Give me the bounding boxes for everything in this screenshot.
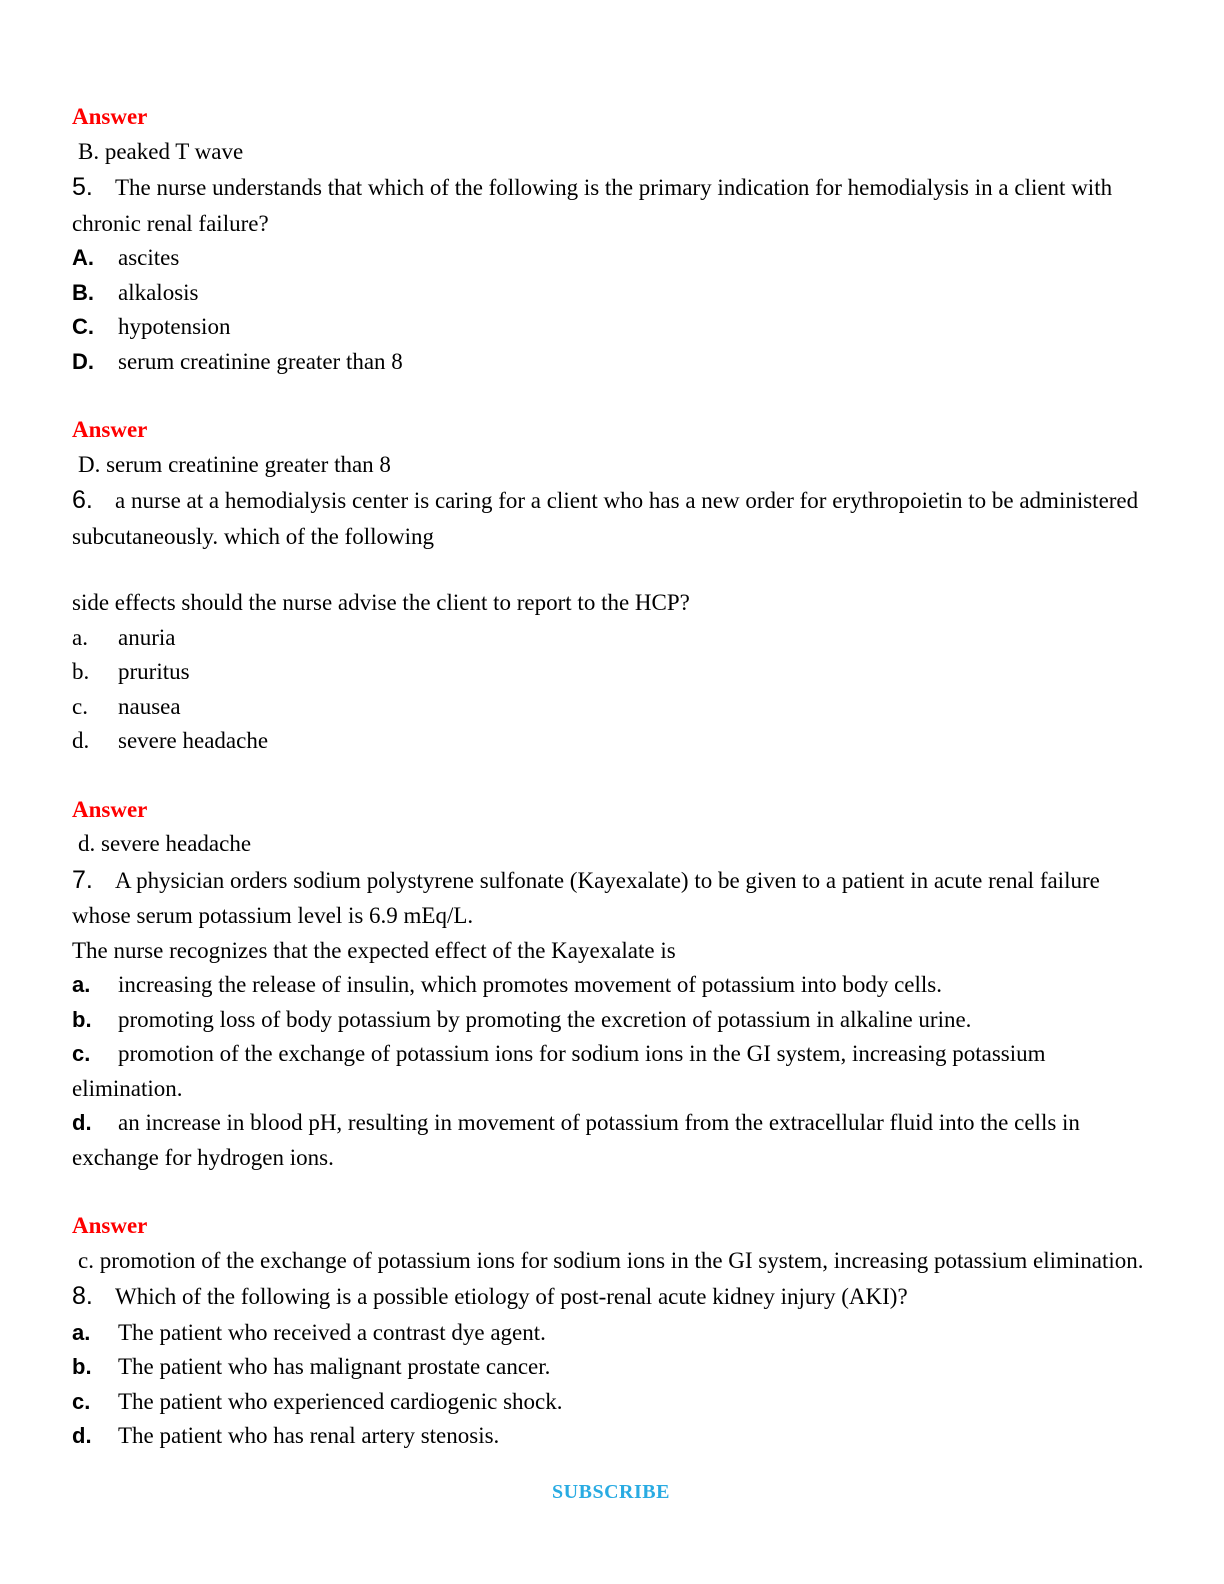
question-8-option-b xyxy=(72,1350,1150,1385)
question-6-continuation: side effects should the nurse advise the client to report to the HCP? xyxy=(72,590,690,615)
option-text: anuria xyxy=(118,624,176,650)
option-text: The patient who has malignant prostate cancer. xyxy=(118,1354,551,1379)
question-7 xyxy=(72,862,1150,934)
footer xyxy=(72,1474,1150,1509)
question-7-number: 7. xyxy=(72,865,93,894)
question-6-option-a xyxy=(72,621,1150,656)
option-text: promotion of the exchange of potassium ions for sodium ions in the GI system, increasing potassium elimination. xyxy=(72,1041,1046,1101)
question-5-number: 5. xyxy=(72,173,93,201)
question-6-text: a nurse at a hemodialysis center is caring for a client who has a new order for erythropoietin to be administered subcutaneously. which of the following xyxy=(72,488,1139,549)
option-letter: b. xyxy=(72,1006,92,1032)
option-text: an increase in blood pH, resulting in movement of potassium from the extracellular fluid into the cells in exchange for hydrogen ions. xyxy=(72,1110,1080,1170)
question-8-option-c xyxy=(72,1385,1150,1420)
option-letter: d. xyxy=(72,1423,92,1448)
option-letter: a. xyxy=(72,972,91,997)
option-text: serum creatinine greater than 8 xyxy=(118,348,403,374)
question-8 xyxy=(72,1278,1150,1316)
option-text: The patient who experienced cardiogenic shock. xyxy=(118,1388,563,1414)
answer-block-prev xyxy=(72,100,1150,169)
question-5-option-c xyxy=(72,310,1150,345)
answer-block-7 xyxy=(72,1209,1150,1278)
answer-heading: Answer xyxy=(72,796,148,822)
question-7-option-d xyxy=(72,1106,1150,1175)
option-text: The patient who received a contrast dye agent. xyxy=(118,1319,546,1345)
option-letter: B. xyxy=(72,279,94,305)
answer-heading: Answer xyxy=(72,1213,148,1238)
answer-block-5 xyxy=(72,413,1150,482)
answer-value: B. peaked T wave xyxy=(78,138,244,164)
option-text: pruritus xyxy=(118,659,190,684)
question-7-stem: The nurse recognizes that the expected effect of the Kayexalate is xyxy=(72,937,676,963)
option-letter: D. xyxy=(72,348,94,374)
question-8-option-a xyxy=(72,1316,1150,1351)
option-text: nausea xyxy=(118,693,181,719)
subscribe-link[interactable]: SUBSCRIBE xyxy=(552,1480,670,1503)
question-6-number: 6. xyxy=(72,486,93,514)
answer-heading: Answer xyxy=(72,417,148,442)
question-6 xyxy=(72,482,1150,554)
option-text: increasing the release of insulin, which promotes movement of potassium into body cells. xyxy=(118,972,942,997)
answer-value: c. promotion of the exchange of potassium ions for sodium ions in the GI system, increasing potassium elimination. xyxy=(78,1247,1144,1273)
option-text: severe headache xyxy=(118,728,269,753)
question-5-text: The nurse understands that which of the following is the primary indication for hemodialysis in a client with chronic renal failure? xyxy=(72,175,1113,236)
option-text: ascites xyxy=(118,245,180,270)
answer-value: D. serum creatinine greater than 8 xyxy=(78,451,391,477)
option-letter: c. xyxy=(72,693,88,719)
option-text: hypotension xyxy=(118,314,231,339)
option-letter: b. xyxy=(72,1354,92,1379)
option-letter: C. xyxy=(72,314,94,339)
question-5-option-a xyxy=(72,241,1150,276)
option-letter: d. xyxy=(72,728,90,753)
option-text: alkalosis xyxy=(118,279,199,305)
question-7-option-c xyxy=(72,1037,1150,1106)
option-letter: a. xyxy=(72,624,88,650)
option-text: promoting loss of body potassium by promoting the excretion of potassium in alkaline urine. xyxy=(118,1006,972,1032)
answer-block-6 xyxy=(72,793,1150,862)
answer-heading: Answer xyxy=(72,104,148,129)
question-5-option-d xyxy=(72,345,1150,380)
question-5-option-b xyxy=(72,276,1150,311)
option-letter: a. xyxy=(72,1319,91,1345)
option-letter: c. xyxy=(72,1041,91,1066)
option-letter: b. xyxy=(72,659,90,684)
option-letter: c. xyxy=(72,1388,91,1414)
blank-line xyxy=(72,554,1150,586)
question-5 xyxy=(72,169,1150,241)
question-7-option-a xyxy=(72,968,1150,1003)
option-letter: A. xyxy=(72,245,94,270)
question-6-option-d xyxy=(72,724,1150,759)
option-text: The patient who has renal artery stenosis. xyxy=(118,1423,500,1448)
answer-value: d. severe headache xyxy=(78,831,252,856)
question-8-option-d xyxy=(72,1419,1150,1454)
question-8-text: Which of the following is a possible etiology of post-renal acute kidney injury (AKI)? xyxy=(115,1284,908,1309)
question-6-option-c xyxy=(72,690,1150,725)
question-6-option-b xyxy=(72,655,1150,690)
question-7-text: A physician orders sodium polystyrene sulfonate (Kayexalate) to be given to a patient in acute renal failure whose serum potassium level is 6.9 mEq/L. xyxy=(72,867,1100,928)
question-7-option-b xyxy=(72,1003,1150,1038)
option-letter: d. xyxy=(72,1110,92,1135)
question-8-number: 8. xyxy=(72,1282,93,1310)
